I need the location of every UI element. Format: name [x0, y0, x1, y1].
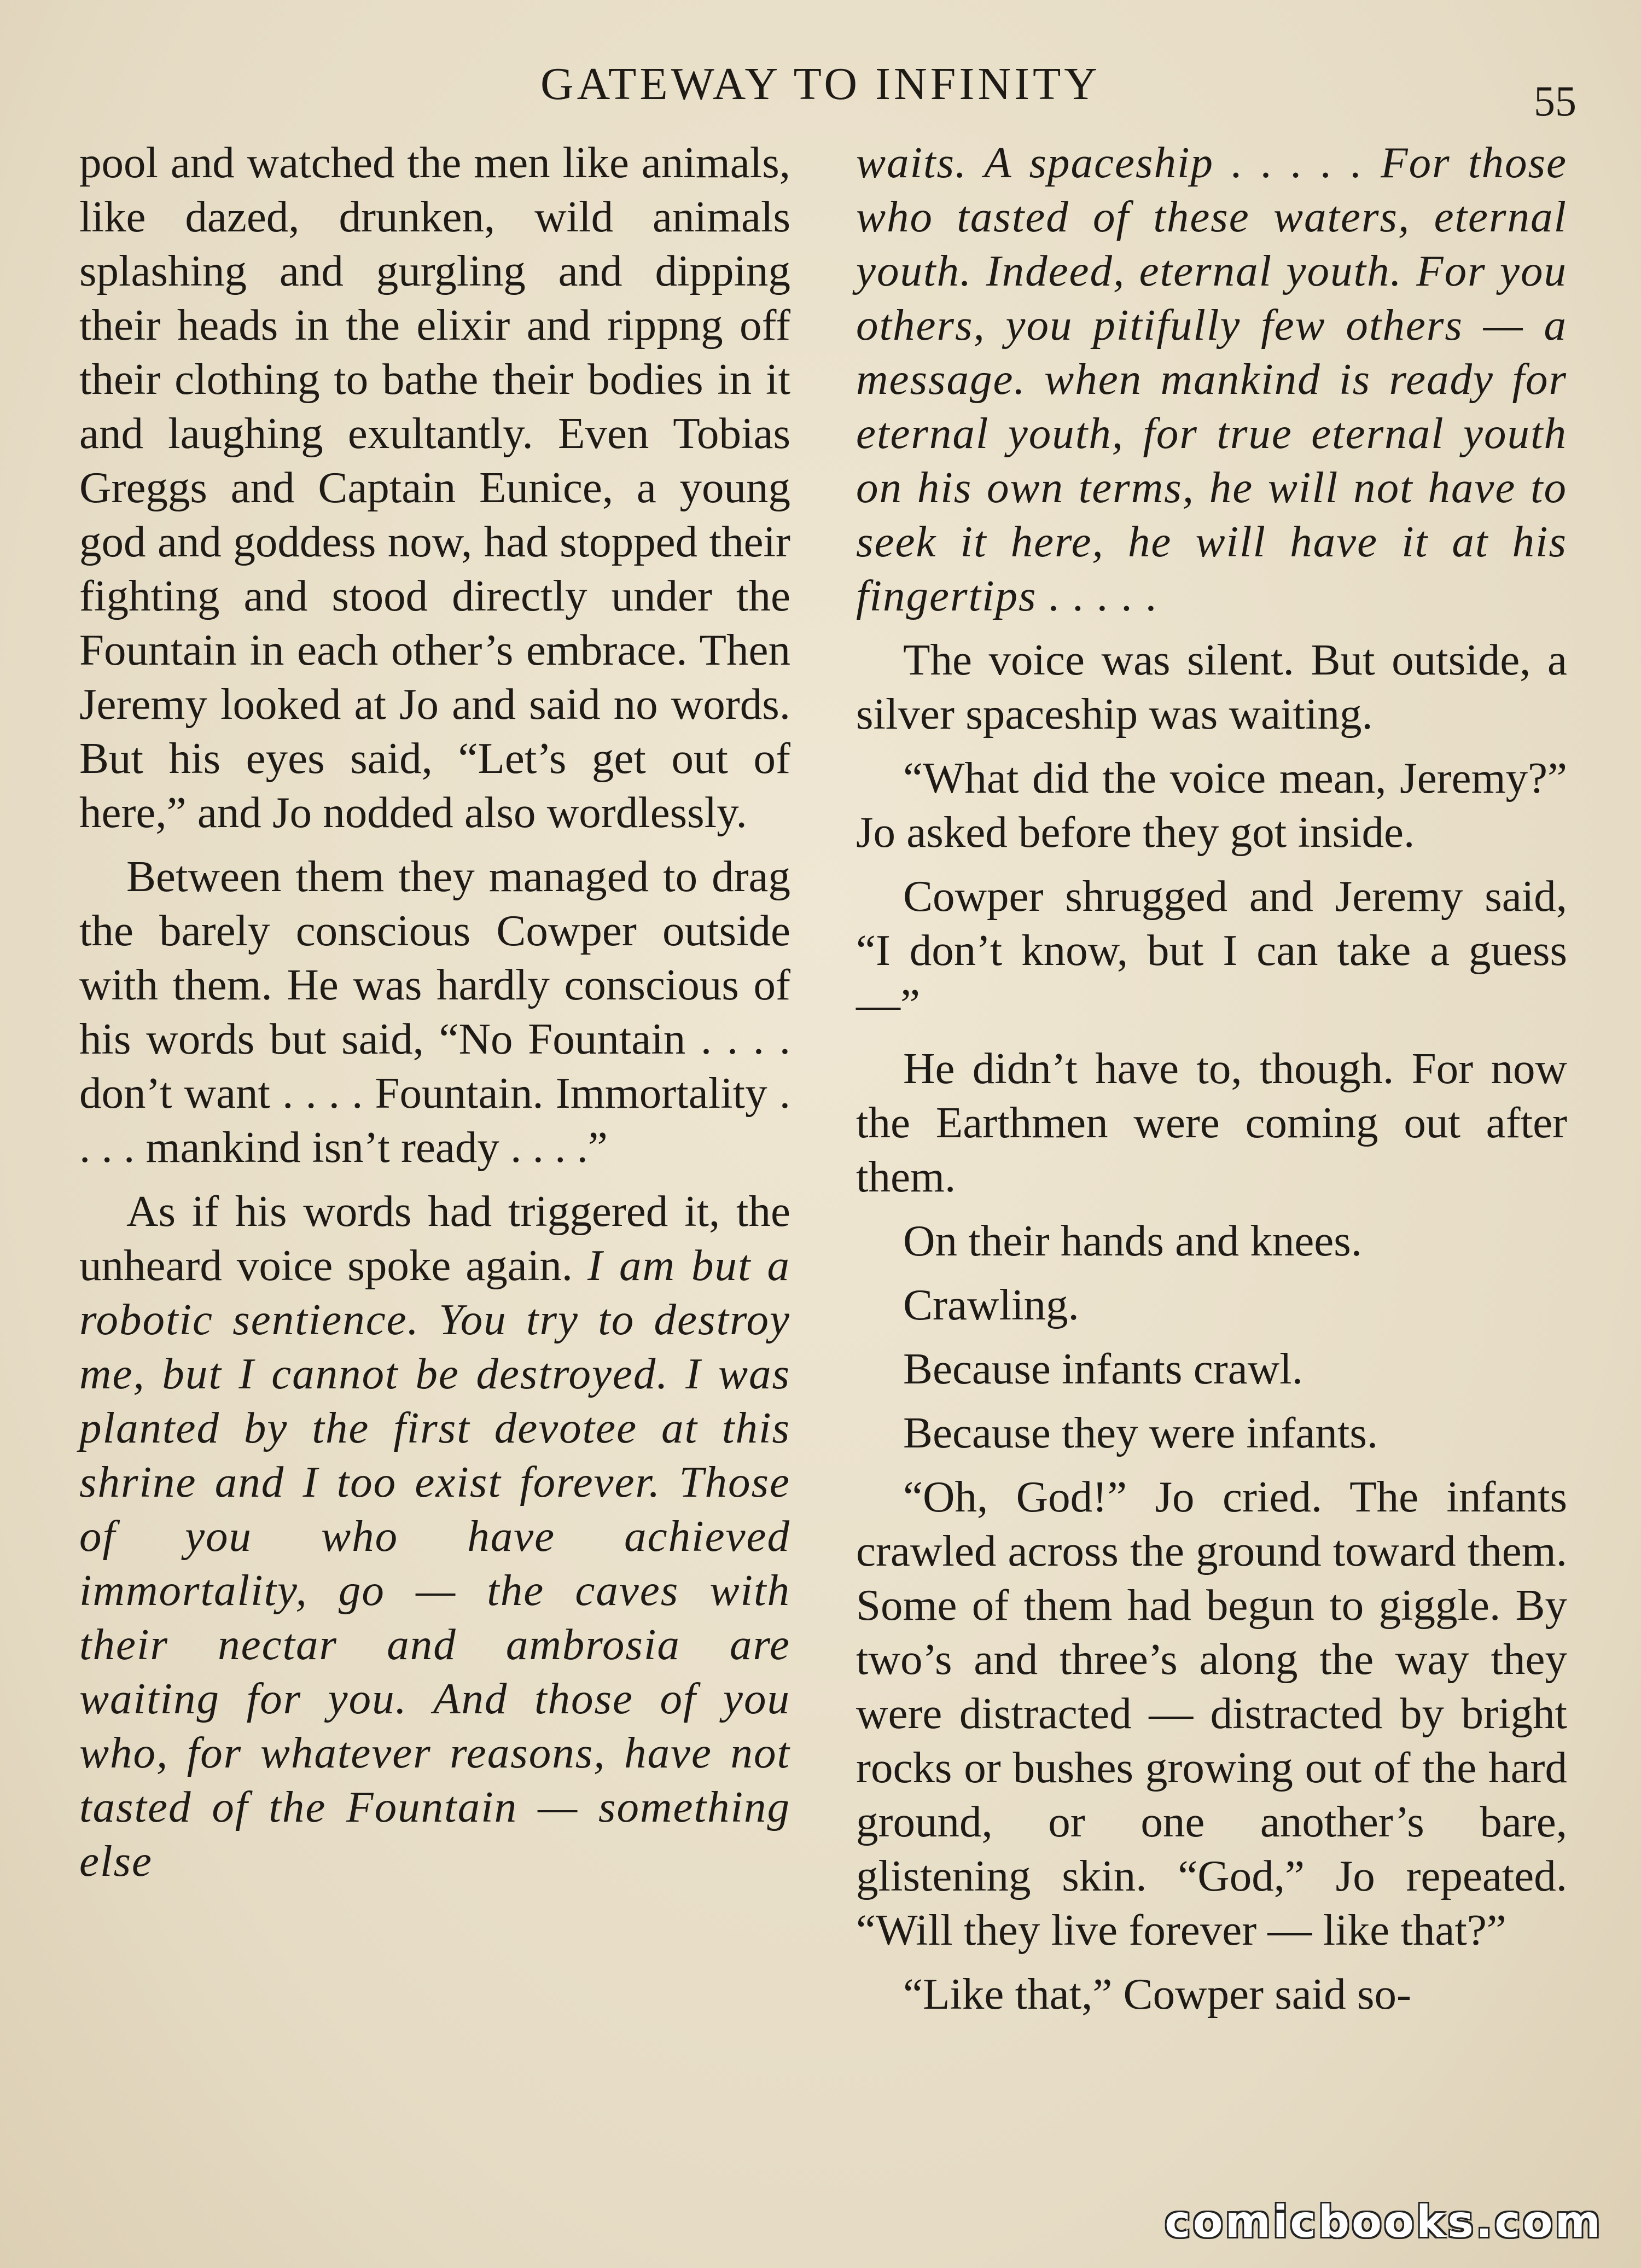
paragraph: The voice was silent. But outside, a silver spaceship was waiting.: [856, 635, 1567, 738]
running-head: GATEWAY TO INFINITY: [540, 59, 1101, 109]
robot-voice-text: I am but a robotic sentience. You try to destroy me, but I cannot be destroyed. I was planted by the first devotee at this shrine and I too exist forever. Those of you who have achieved immortality, go — the caves with their nectar and ambrosia are waiting for you. And those of you who, for whatever reasons, have not tasted of the Fountain — something else: [79, 1241, 790, 1886]
paragraph: Between them they managed to drag the barely conscious Cowper outside with them. He was hardly conscious of his words but said, “No Fountain . . . . don’t want . . . . Fountain. Immortality . . . . mankind isn’t ready . . . .”: [79, 852, 790, 1172]
paragraph: “Oh, God!” Jo cried. The infants crawled across the ground toward them. Some of them had begun to giggle. By two’s and three’s along the way they were distracted — distracted by bright rocks or bushes growing out of the hard ground, or one another’s bare, glistening skin. “God,” Jo repeated. “Will they live forever — like that?”: [856, 1472, 1567, 1955]
paragraph: pool and watched the men like animals, like dazed, drunken, wild animals splashing and gurgling and dipping their heads in the elixir and rippng off their clothing to bathe their bodies in it and laughing exultantly. Even Tobias Greggs and Captain Eunice, a young god and goddess now, had stopped their fighting and stood directly under the Fountain in each other’s embrace. Then Jeremy looked at Jo and said no words. But his eyes said, “Let’s get out of here,” and Jo nodded also wordlessly.: [79, 138, 790, 837]
paragraph: On their hands and knees.: [903, 1216, 1363, 1265]
paragraph: He didn’t have to, though. For now the Earthmen were coming out after them.: [856, 1044, 1567, 1201]
paragraph: Cowper shrugged and Jeremy said, “I don’t know, but I can take a guess —”: [856, 871, 1567, 1029]
watermark: comicbooks.com: [1165, 2196, 1603, 2247]
paragraph: Because infants crawl.: [903, 1344, 1303, 1393]
paragraph-text: As if his words had triggered it, the unheard voice spoke again.: [79, 1187, 790, 1290]
paragraph: “What did the voice mean, Jeremy?” Jo asked before they got inside.: [856, 753, 1567, 857]
paragraph: Crawling.: [903, 1280, 1079, 1329]
robot-voice-text: waits. A spaceship . . . . . For those who tasted of these waters, eternal youth. Indeed, eternal youth. For you others, you pitifully few others — a message. when mankind is ready for eternal youth, for true eternal youth on his own terms, he will not have to seek it here, he will have it at his fingertips . . . . .: [856, 138, 1567, 620]
paragraph: Because they were infants.: [903, 1408, 1378, 1457]
right-column: [856, 136, 1567, 2031]
paragraph: [79, 1184, 790, 1888]
page-number: 55: [1534, 77, 1576, 125]
paragraph: “Like that,” Cowper said so-: [903, 1969, 1411, 2019]
left-column: [79, 136, 790, 1898]
